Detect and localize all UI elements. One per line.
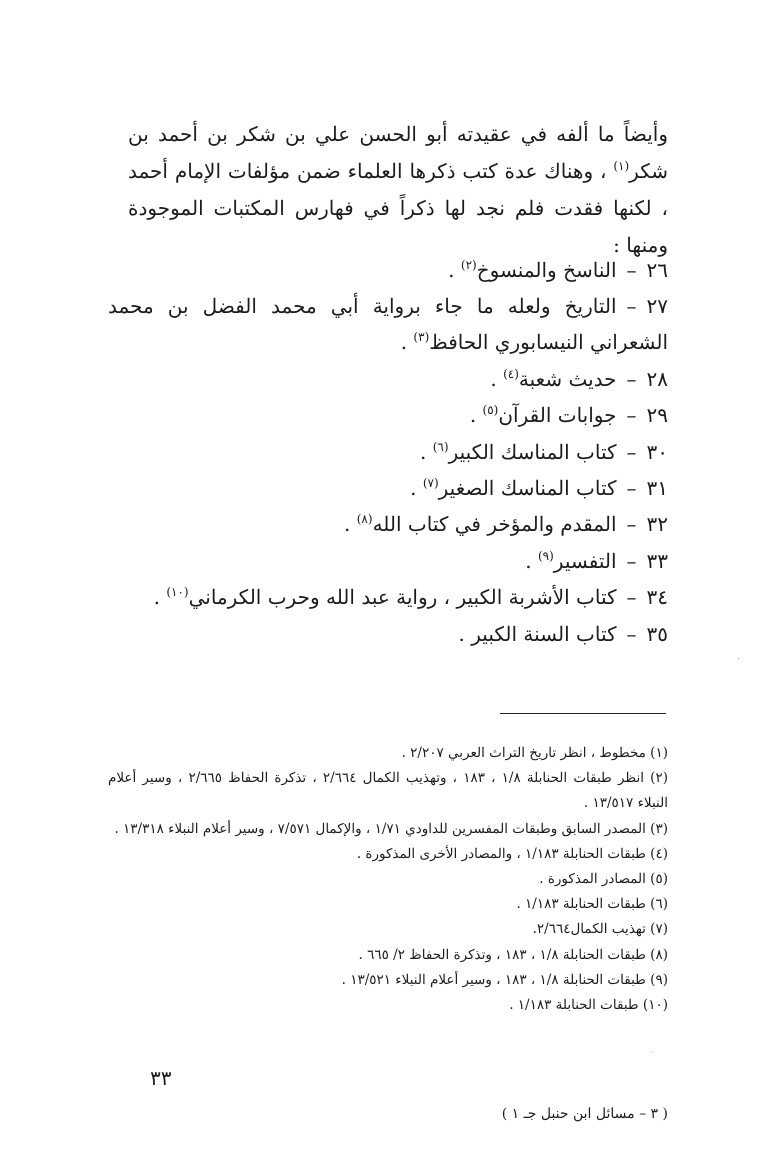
item-end: . — [344, 512, 357, 537]
item-title: كتاب المناسك الصغير — [438, 476, 617, 501]
footnote: (٤) طبقات الحنابلة ١/١٨٣ ، والمصادر الأخرى المذكورة . — [356, 845, 668, 862]
footnotes — [108, 741, 668, 1018]
list-item — [108, 361, 668, 397]
item-title: حديث شعبة — [518, 366, 617, 391]
item-dash: – — [626, 621, 637, 646]
list-item — [108, 506, 668, 542]
item-title: كتاب السنة الكبير — [471, 621, 617, 646]
item-number: ٣٢ — [646, 512, 668, 537]
item-dash: – — [626, 258, 637, 282]
list-item — [108, 288, 668, 360]
item-title: التاريخ ولعله ما جاء برواية أبي محمد الفضل بن محمد الشعراني النيسابوري الحافظ — [108, 294, 668, 355]
footnote-ref: (١٠) — [166, 585, 189, 600]
item-number: ٣٥ — [646, 621, 668, 646]
item-end: . — [490, 366, 504, 391]
list-item — [108, 252, 668, 288]
footnote-divider — [500, 713, 666, 714]
item-number: ٢٨ — [646, 366, 668, 391]
item-end: . — [420, 439, 433, 464]
item-dash: – — [626, 512, 637, 537]
item-title: جوابات القرآن — [498, 403, 617, 428]
item-number: ٣١ — [646, 476, 668, 501]
page-number: ٣٣ — [150, 1066, 172, 1090]
footnote: (٣) المصدر السابق وطبقات المفسرين للداودي ١/٧١ ، والإكمال ٧/٥٧١ ، وسير أعلام النبلاء ١٣/٣١٨ . — [114, 820, 668, 837]
footnote: (٦) طبقات الحنابلة ١/١٨٣ . — [516, 896, 668, 913]
item-number: ٢٧ — [646, 294, 668, 319]
item-number: ٣٠ — [646, 439, 668, 464]
footnote: (٢) انظر طبقات الحنابلة ١/٨ ، ١٨٣ ، وتهذيب الكمال ٢/٦٦٤ ، تذكرة الحفاظ ٢/٦٦٥ ، وسير أعلام النبلاء ١٣/٥١٧ . — [108, 770, 668, 812]
works-list — [108, 252, 668, 652]
item-end: . — [153, 585, 167, 610]
item-title: المقدم والمؤخر في كتاب الله — [372, 512, 617, 537]
footnote-ref: (٦) — [432, 439, 449, 454]
item-dash: – — [626, 294, 637, 319]
item-dash: – — [626, 548, 637, 573]
item-number: ٣٣ — [646, 548, 668, 573]
item-number: ٣٤ — [646, 585, 668, 610]
footnote: (٧) تهذيب الكمال٢/٦٦٤. — [532, 921, 668, 938]
scan-speck — [651, 1052, 652, 1053]
list-item — [108, 616, 668, 652]
item-title: الناسخ والمنسوخ — [476, 258, 617, 282]
item-title: كتاب المناسك الكبير — [448, 439, 617, 464]
item-dash: – — [626, 476, 637, 501]
item-dash: – — [626, 403, 637, 428]
item-end: . — [400, 330, 414, 355]
footnote-ref: (٤) — [503, 366, 519, 381]
item-end: . — [525, 548, 538, 573]
item-dash: – — [626, 439, 637, 464]
footnote-ref: (٨) — [356, 512, 373, 527]
list-item — [108, 470, 668, 506]
footnote-ref: (١) — [613, 159, 630, 173]
footnote: (١٠) طبقات الحنابلة ١/١٨٣ . — [509, 997, 668, 1014]
footnote-ref: (٢) — [460, 258, 477, 272]
item-title: التفسير — [553, 548, 617, 573]
list-item — [108, 434, 668, 470]
signature-mark: ( ٣ – مسائل ابن حنبل جـ ١ ) — [501, 1106, 668, 1122]
item-title: كتاب الأشربة الكبير ، رواية عبد الله وحرب الكرماني — [188, 585, 617, 610]
intro-text: وأيضاً ما ألفه في عقيدته أبو الحسن علي بن شكر بن أحمد بن شكر — [128, 122, 668, 183]
scan-speck — [738, 658, 739, 659]
footnote: (٨) طبقات الحنابلة ١/٨ ، ١٨٣ ، وتذكرة الحفاظ ٢/ ٦٦٥ . — [358, 946, 668, 963]
footnote-ref: (٧) — [422, 476, 439, 491]
item-end: . — [458, 621, 472, 646]
item-dash: – — [626, 585, 637, 610]
item-number: ٢٩ — [646, 403, 668, 428]
footnote-ref: (٣) — [413, 330, 430, 345]
intro-paragraph — [128, 116, 668, 264]
item-end: . — [469, 403, 483, 428]
footnote: (١) مخطوط ، انظر تاريخ التراث العربي ٢/٢٠٧ . — [401, 745, 668, 761]
list-item — [108, 397, 668, 433]
list-item — [108, 579, 668, 615]
footnote: (٩) طبقات الحنابلة ١/٨ ، ١٨٣ ، وسير أعلام النبلاء ١٣/٥٢١ . — [341, 971, 668, 988]
footnote-ref: (٥) — [482, 403, 499, 418]
item-end: . — [410, 476, 423, 501]
item-dash: – — [626, 366, 637, 391]
list-item — [108, 543, 668, 579]
footnote: (٥) المصادر المذكورة . — [539, 871, 668, 888]
item-number: ٢٦ — [646, 258, 668, 282]
item-end: . — [448, 258, 461, 282]
footnote-ref: (٩) — [537, 548, 554, 563]
intro-text-continued: ، وهناك عدة كتب ذكرها العلماء ضمن مؤلفات الإمام أحمد ، لكنها فقدت فلم نجد لها ذكراً في فهارس المكتبات الموجودة ومنها : — [128, 159, 668, 257]
